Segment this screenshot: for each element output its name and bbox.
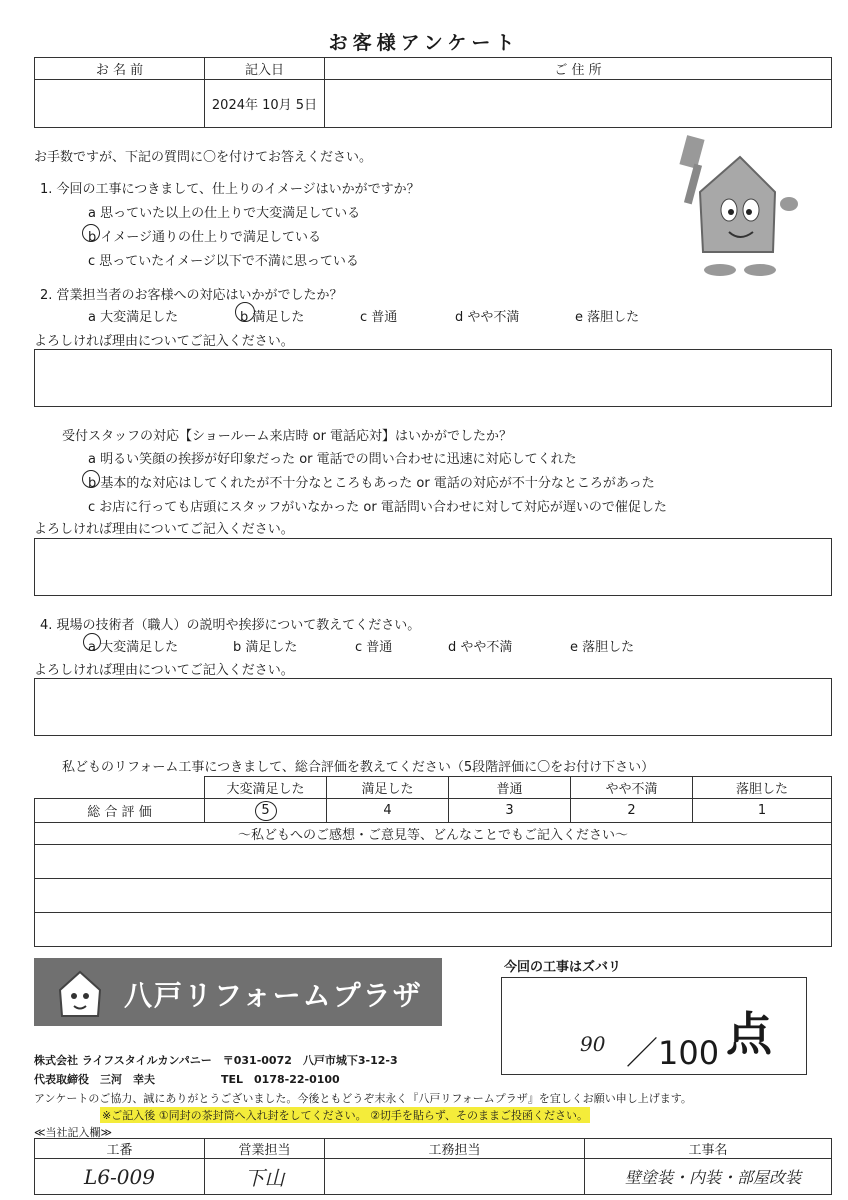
office-job-name[interactable]: 壁塗装・内装・部屋改装	[585, 1159, 832, 1195]
score-box-label: 今回の工事はズバリ	[504, 960, 622, 975]
rating-header-4: 満足した	[327, 777, 449, 799]
name-field[interactable]	[35, 80, 205, 128]
score-total: ／100	[626, 1034, 720, 1072]
q3-option-a[interactable]: a 明るい笑顔の挨拶が好印象だった or 電話での問い合わせに迅速に対応してくれた	[88, 452, 577, 467]
comment-line[interactable]	[35, 845, 832, 879]
office-header-works: 工務担当	[325, 1139, 585, 1159]
q1-option-b[interactable]: b イメージ通りの仕上りで満足している	[88, 230, 321, 245]
rating-header-5: 大変満足した	[205, 777, 327, 799]
q2-option-b[interactable]: b 満足した	[240, 310, 305, 325]
q3-reason-label: よろしければ理由についてご記入ください。	[34, 522, 294, 537]
rating-cell-4[interactable]: 4	[327, 799, 449, 823]
rating-header-2: やや不満	[571, 777, 693, 799]
q4-option-a[interactable]: a 大変満足した	[88, 640, 179, 655]
q3-selected-circle	[82, 470, 100, 488]
office-section-title: ≪当社記入欄≫	[34, 1126, 113, 1139]
q5-question: 私どものリフォーム工事につきまして、総合評価を教えてください（5段階評価に〇をお付け下さい）	[62, 760, 655, 775]
company-line-1: 株式会社 ライフスタイルカンパニー 〒031-0072 八戸市城下3-12-3	[34, 1054, 398, 1067]
q4-reason-label: よろしければ理由についてご記入ください。	[34, 663, 294, 678]
rating-cell-1[interactable]: 1	[693, 799, 832, 823]
q4-option-d[interactable]: d やや不満	[448, 640, 513, 655]
rating-cell-2[interactable]: 2	[571, 799, 693, 823]
comment-line[interactable]	[35, 879, 832, 913]
rating-cell-5[interactable]	[205, 799, 327, 823]
q3-reason-box[interactable]	[34, 538, 832, 596]
q3-option-b[interactable]: b 基本的な対応はしてくれたが不十分なところもあった or 電話の対応が不十分なところがあった	[88, 476, 655, 491]
name-label: お 名 前	[35, 58, 205, 80]
overall-rating-table	[34, 776, 832, 947]
q1-selected-circle	[82, 224, 100, 242]
q2-option-d[interactable]: d やや不満	[455, 310, 520, 325]
office-header-number: 工番	[35, 1139, 205, 1159]
q2-option-e[interactable]: e 落胆した	[575, 310, 640, 325]
q2-reason-label: よろしければ理由についてご記入ください。	[34, 334, 294, 349]
score-box[interactable]	[501, 977, 807, 1075]
office-header-job: 工事名	[585, 1139, 832, 1159]
office-table	[34, 1138, 832, 1195]
date-field[interactable]: 2024年 10月 5日	[205, 80, 325, 128]
office-works-rep[interactable]	[325, 1159, 585, 1195]
score-handwritten: 90	[580, 1032, 606, 1056]
logo-text: 八戸リフォームプラザ	[124, 979, 423, 1012]
house-logo-icon	[50, 966, 106, 1020]
q1-option-a[interactable]: a 思っていた以上の仕上りで大変満足している	[88, 206, 361, 221]
comment-line[interactable]	[35, 913, 832, 947]
q4-option-e[interactable]: e 落胆した	[570, 640, 635, 655]
header-table	[34, 57, 832, 128]
score-unit: 点	[726, 1007, 772, 1061]
office-sales-rep[interactable]: 下山	[205, 1159, 325, 1195]
company-logo	[34, 958, 442, 1026]
q3-option-c[interactable]: c お店に行っても店頭にスタッフがいなかった or 電話問い合わせに対して対応が遅いので催促した	[88, 500, 667, 515]
comment-title: ～私どもへのご感想・ご意見等、どんなことでもご記入ください～	[35, 823, 832, 845]
page-title: お客様アンケート	[328, 32, 520, 54]
q2-option-a[interactable]: a 大変満足した	[88, 310, 179, 325]
q2-question: 2. 営業担当者のお客様への対応はいかがでしたか？	[40, 288, 343, 303]
address-label: ご 住 所	[325, 58, 832, 80]
q2-selected-circle	[235, 302, 255, 322]
office-job-number[interactable]: L6-009	[35, 1159, 205, 1195]
address-field[interactable]	[325, 80, 832, 128]
rating-selected-circle: 5	[255, 801, 277, 821]
house-mascot-icon	[655, 132, 805, 282]
q4-option-c[interactable]: c 普通	[355, 640, 393, 655]
q1-option-c[interactable]: c 思っていたイメージ以下で不満に思っている	[88, 254, 359, 269]
q2-option-c[interactable]: c 普通	[360, 310, 398, 325]
office-header-sales: 営業担当	[205, 1139, 325, 1159]
intro-text: お手数ですが、下記の質問に〇を付けてお答えください。	[34, 150, 373, 165]
rating-header-1: 落胆した	[693, 777, 832, 799]
mailing-notice: ※ご記入後 ①同封の茶封筒へ入れ封をしてください。 ②切手を貼らず、そのままご投函ください。	[102, 1109, 589, 1122]
q4-option-b[interactable]: b 満足した	[233, 640, 298, 655]
rating-header-3: 普通	[449, 777, 571, 799]
q4-question: 4. 現場の技術者（職人）の説明や挨拶について教えてください。	[40, 618, 421, 633]
q3-question: 受付スタッフの対応【ショールーム来店時 or 電話応対】はいかがでしたか？	[62, 429, 513, 444]
rating-row-label: 総 合 評 価	[35, 799, 205, 823]
thanks-text: アンケートのご協力、誠にありがとうございました。今後ともどうぞ末永く『八戸リフォームプラザ』を宜しくお願い申し上げます。	[34, 1092, 692, 1105]
date-label: 記入日	[205, 58, 325, 80]
q4-selected-circle	[83, 633, 101, 651]
rating-cell-3[interactable]: 3	[449, 799, 571, 823]
q4-reason-box[interactable]	[34, 678, 832, 736]
company-line-2: 代表取締役 三河 幸夫 TEL 0178-22-0100	[34, 1073, 340, 1086]
q1-question: 1. 今回の工事につきまして、仕上りのイメージはいかがですか？	[40, 182, 420, 197]
q2-reason-box[interactable]	[34, 349, 832, 407]
